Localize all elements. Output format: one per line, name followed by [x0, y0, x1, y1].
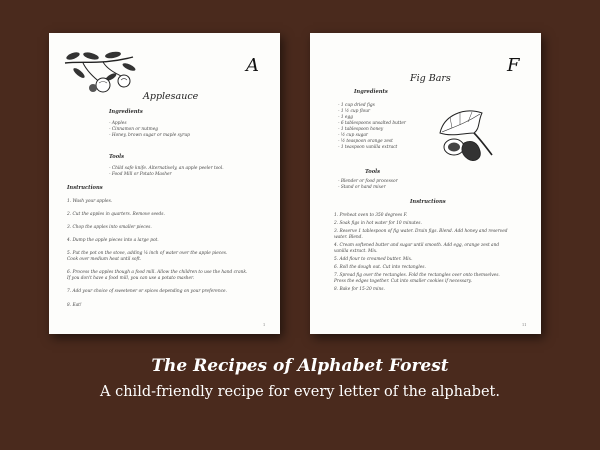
ingredient-item: - 6 tablespoons unsalted butter — [338, 121, 406, 126]
fig-illustration — [434, 103, 496, 165]
instruction-step: 3. Reserve 1 tablespoon of fig water. Drain figs. Blend. Add honey and reserved — [334, 229, 508, 234]
instruction-step: 1. Preheat oven to 350 degrees F. — [334, 213, 408, 218]
ingredient-item: - ½ cup sugar — [338, 133, 368, 138]
ingredient-item: - 1 tablespoon honey — [338, 127, 384, 132]
recipe-title: Fig Bars — [410, 73, 451, 84]
ingredient-item: - 1 cup dried figs — [338, 103, 375, 108]
ingredient-item: - 1 ½ cup flour — [338, 109, 371, 114]
page-number: 1 — [263, 323, 266, 327]
instructions-heading: Instructions — [67, 185, 103, 191]
tool-item: - Stand or hand mixer — [338, 185, 386, 190]
instructions-heading: Instructions — [410, 199, 446, 205]
ingredient-item: - Honey, brown sugar or maple syrup — [109, 133, 190, 138]
ingredient-item: - ½ teaspoon orange zest — [338, 139, 393, 144]
page-letter: A — [246, 55, 259, 76]
ingredient-item: - 1 teaspoon vanilla extract — [338, 145, 398, 150]
tools-heading: Tools — [109, 154, 125, 160]
instruction-step: 6. Process the apples though a food mill. Allow the children to use the hand crank. — [67, 270, 248, 275]
instruction-step: 2. Soak figs in hot water for 10 minutes. — [334, 221, 422, 226]
instruction-step: 2. Cut the apples in quarters. Remove seeds. — [67, 212, 165, 217]
recipe-page-f — [310, 33, 541, 334]
instruction-step: vanilla extract. Mix. — [334, 249, 378, 254]
recipe-title: Applesauce — [143, 91, 199, 102]
ingredients-heading: Ingredients — [109, 109, 143, 115]
apple-branch-illustration — [63, 47, 153, 95]
ingredients-heading: Ingredients — [354, 89, 388, 95]
page-number: 11 — [522, 323, 527, 327]
instruction-step: Cook over medium heat until soft. — [67, 257, 142, 262]
instruction-step: 5. Add flour to creamed butter. Mix. — [334, 257, 413, 262]
ingredient-item: - Cinnamon or nutmeg — [109, 127, 159, 132]
instruction-step: 4. Cream softened butter and sugar until smooth. Add egg, orange zest and — [334, 243, 500, 248]
instruction-step: water. Blend. — [334, 235, 363, 240]
instruction-step: Press the edges together. Cut into smaller cookies if necessary. — [334, 279, 472, 284]
instruction-step: 8. Bake for 15-20 mins. — [334, 287, 385, 292]
caption-title: The Recipes of Alphabet Forest — [151, 356, 449, 376]
instruction-step: 7. Add your choice of sweetener or spices depending on your preference. — [67, 289, 227, 294]
ingredient-item: - 1 egg — [338, 115, 353, 120]
instruction-step: 5. Put the pot on the stove, adding ¼ inch of water over the apple pieces. — [67, 251, 228, 256]
tool-item: - Child safe knife. Alternatively, an apple peeler tool. — [109, 166, 224, 171]
tool-item: - Food Mill or Potato Masher — [109, 172, 172, 177]
instruction-step: 1. Wash your apples. — [67, 199, 113, 204]
instruction-step: If you don't have a food mill, you can use a potato masher. — [67, 276, 195, 281]
ingredient-item: - Apples — [109, 121, 127, 126]
instruction-step: 4. Dump the apple pieces into a large pot. — [67, 238, 159, 243]
instruction-step: 8. Eat! — [67, 303, 82, 308]
tool-item: - Blender or food processor — [338, 179, 398, 184]
recipe-page-a — [49, 33, 280, 334]
instruction-step: 3. Chop the apples into smaller pieces. — [67, 225, 152, 230]
page-letter: F — [507, 55, 520, 76]
instruction-step: 6. Roll the dough out. Cut into rectangles. — [334, 265, 426, 270]
caption-subtitle: A child-friendly recipe for every letter of the alphabet. — [100, 384, 500, 400]
instruction-step: 7. Spread fig over the rectangles. Fold the rectangles over onto themselves. — [334, 273, 500, 278]
tools-heading: Tools — [365, 169, 381, 175]
